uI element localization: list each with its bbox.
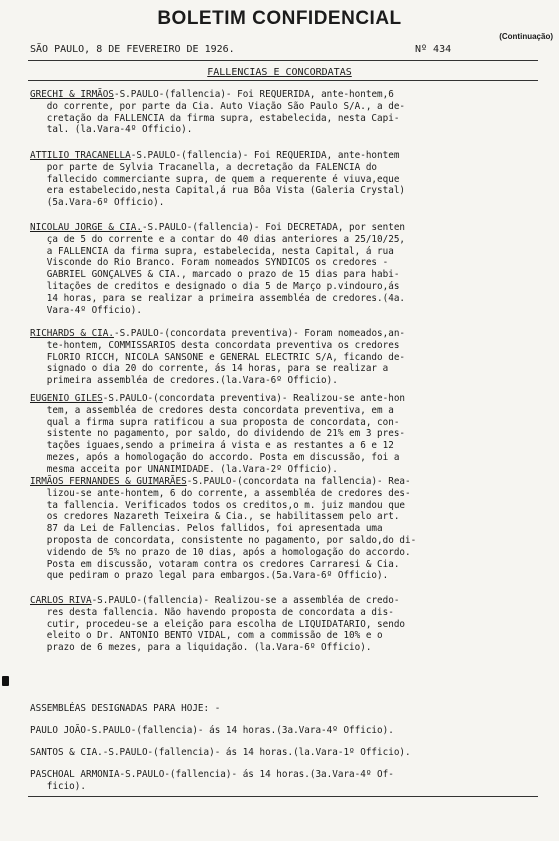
entry-line: que pediram o prazo legal para embargos.(5a.Vara-6º Officio). xyxy=(30,570,389,582)
entry-line: qual a firma supra ratificou a sua proposta de concordata, con- xyxy=(30,416,400,428)
dateline: SÃO PAULO, 8 DE FEVEREIRO DE 1926. xyxy=(30,44,235,55)
entry-heading-line: EUGENIO GILES-S.PAULO-(concordata preventiva)- Realizou-se ante-hon xyxy=(30,393,406,404)
entry-line: Posta em discussão, votaram contra os credores Carraresi & Cia. xyxy=(30,558,400,570)
entry-line: lizou-se ante-hontem, 6 do corrente, a assembléa de credores des- xyxy=(30,487,411,499)
schedule-item: PAULO JOÃO-S.PAULO-(fallencia)- ás 14 horas.(3a.Vara-4º Officio). xyxy=(30,725,394,736)
entry-line: mesma acceita por UNANIMIDADE. (la.Vara-2º Officio). xyxy=(30,463,338,475)
entry-line: ça de 5 do corrente e a contar do 40 dias anteriores a 25/10/25, xyxy=(30,233,406,245)
entry-heading: NICOLAU JORGE & CIA. xyxy=(30,222,142,233)
entry-heading: EUGENIO GILES xyxy=(30,393,103,404)
entry-line: 87 da Lei de Fallencias. Pelos fallidos, foi apresentada uma xyxy=(30,523,383,535)
entry-block xyxy=(30,595,535,654)
footer-rule xyxy=(28,796,538,797)
entry-line: res desta fallencia. Não havendo proposta de concordata a dis- xyxy=(30,606,394,618)
entry-block xyxy=(30,328,535,387)
entry-heading-line: NICOLAU JORGE & CIA.-S.PAULO-(fallencia)- Foi DECRETADA, por senten xyxy=(30,222,406,233)
schedule-title: ASSEMBLÉAS DESIGNADAS PARA HOJE: - xyxy=(30,703,221,714)
entry-line: prazo de 6 mezes, para a liquidação. (la.Vara-6º Officio). xyxy=(30,642,372,654)
entry-heading-line: RICHARDS & CIA.-S.PAULO-(concordata preventiva)- Foram nomeados,an- xyxy=(30,328,406,339)
entry-line: litações de creditos e designado o dia 5 de Março p.vindouro,ás xyxy=(30,280,400,292)
bulletin-title: BOLETIM CONFIDENCIAL xyxy=(157,8,402,29)
entry-line: Visconde do Rio Branco. Foram nomeados SYNDICOS os credores - xyxy=(30,257,389,269)
entry-line: GABRIEL GONÇALVES & CIA., marcado o prazo de 15 dias para habi- xyxy=(30,269,400,281)
section-rule xyxy=(28,80,538,81)
entry-line: era estabelecido,nesta Capital,á rua Bôa Vista (Galeria Crystal) xyxy=(30,185,406,197)
entry-line: (5a.Vara-6º Officio). xyxy=(30,197,165,209)
schedule-item: SANTOS & CIA.-S.PAULO-(fallencia)- ás 14 horas.(la.Vara-1º Officio). xyxy=(30,747,411,758)
bulletin-number: Nº 434 xyxy=(415,44,452,55)
continuation-label: (Continuação) xyxy=(499,32,553,41)
header-rule xyxy=(28,60,538,61)
entry-heading-line: GRECHI & IRMÃOS-S.PAULO-(fallencia)- Foi REQUERIDA, ante-hontem,6 xyxy=(30,89,394,100)
entry-line: cretação da FALLENCIA da firma supra, estabelecida, nesta Capi- xyxy=(30,112,400,124)
margin-mark xyxy=(2,676,9,686)
entry-line: tem, a assembléa de credores desta concordata preventiva, em a xyxy=(30,404,394,416)
entry-line: os credores Nazareth Teixeira & Cia., se habilitassem pelo art. xyxy=(30,511,400,523)
schedule-item: PASCHOAL ARMONIA-S.PAULO-(fallencia)- ás 14 horas.(3a.Vara-4º Of- xyxy=(30,769,394,780)
entry-line: 14 horas, para se realizar a primeira assembléa de credores.(4a. xyxy=(30,292,406,304)
entry-line: te-hontem, COMMISSARIOS desta concordata preventiva os credores xyxy=(30,339,400,351)
entry-line: tal. (la.Vara-4º Officio). xyxy=(30,124,193,136)
entry-line: fallecido commerciante supra, de quem a requerente é viuva,eque xyxy=(30,173,400,185)
entry-line: eleito o Dr. ANTONIO BENTO VIDAL, com a commissão de 10% e o xyxy=(30,630,383,642)
entry-line: do corrente, por parte da Cia. Auto Viação São Paulo S/A., a de- xyxy=(30,100,406,112)
entry-line: proposta de concordata, consistente no pagamento, por saldo,do di- xyxy=(30,534,417,546)
entry-heading: CARLOS RIVA xyxy=(30,595,92,606)
entry-line: videndo de 5% no prazo de 10 dias, após a homologação do accordo. xyxy=(30,546,411,558)
entry-heading: GRECHI & IRMÃOS xyxy=(30,89,114,100)
entry-block xyxy=(30,476,535,582)
entry-heading: ATTILIO TRACANELLA xyxy=(30,150,131,161)
entry-line: tações iguaes,sendo a primeira á vista e as restantes a 6 e 12 xyxy=(30,440,394,452)
entry-line: a FALLENCIA da firma supra, estabelecida, nesta Capital, á rua xyxy=(30,245,394,257)
entry-line: ta fallencia. Verificados todos os creditos,o m. juiz mandou que xyxy=(30,499,406,511)
entry-heading-line: IRMÃOS FERNANDES & GUIMARÃES-S.PAULO-(concordata na fallencia)- Rea- xyxy=(30,476,411,487)
entry-heading-line: ATTILIO TRACANELLA-S.PAULO-(fallencia)- Foi REQUERIDA, ante-hontem xyxy=(30,150,400,161)
entry-block xyxy=(30,222,535,316)
entry-block xyxy=(30,89,535,136)
entry-heading: RICHARDS & CIA. xyxy=(30,328,114,339)
section-title: FALLENCIAS E CONCORDATAS xyxy=(207,67,352,78)
entry-line: mezes, após a homologação do accordo. Posta em discussão, foi a xyxy=(30,451,400,463)
entry-line: cutir, procedeu-se a eleição para escolha de LIQUIDATARIO, sendo xyxy=(30,618,406,630)
entry-heading-line: CARLOS RIVA-S.PAULO-(fallencia)- Realizou-se a assembléa de credo- xyxy=(30,595,400,606)
entry-block xyxy=(30,393,535,476)
entry-line: primeira assembléa de credores.(la.Vara-6º Officio). xyxy=(30,375,338,387)
entry-line: por parte de Sylvia Tracanella, a decretação da FALENCIA do xyxy=(30,161,378,173)
entry-line: FLORIO RICCH, NICOLA SANSONE e GENERAL ELECTRIC S/A, ficando de- xyxy=(30,351,406,363)
schedule-item: ficio). xyxy=(30,781,86,792)
entry-heading: IRMÃOS FERNANDES & GUIMARÃES xyxy=(30,476,187,487)
entry-line: Vara-4º Officio). xyxy=(30,304,142,316)
entry-line: sistente no pagamento, por saldo, do dividendo de 21% em 3 pres- xyxy=(30,428,406,440)
entry-line: signado o dia 20 do corrente, ás 14 horas, para se realizar a xyxy=(30,363,389,375)
entry-block xyxy=(30,150,535,209)
